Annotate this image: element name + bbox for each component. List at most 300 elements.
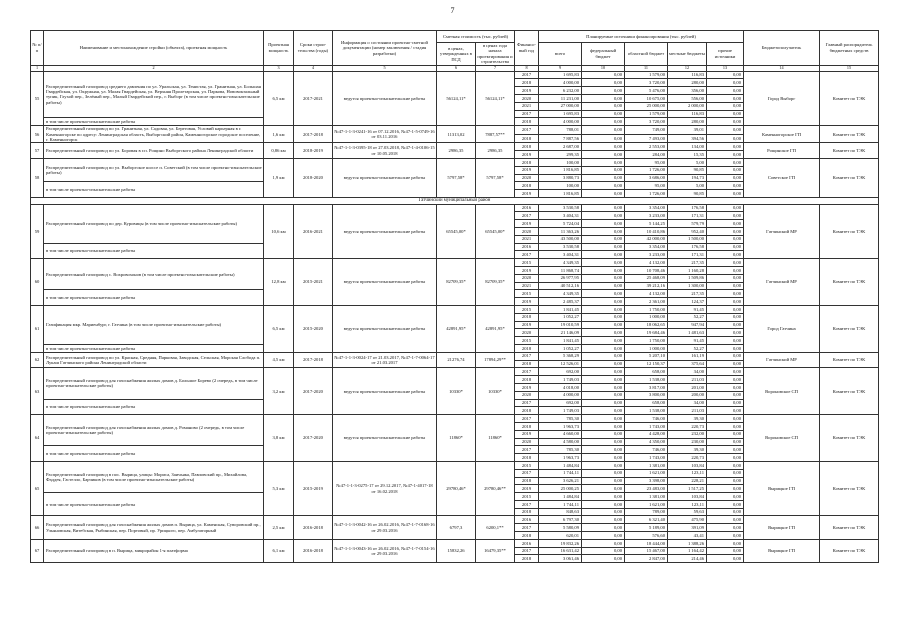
local-cell: 375,64 bbox=[668, 360, 707, 368]
total-cell: 5 724,04 bbox=[539, 220, 582, 228]
other-cell: 0,00 bbox=[707, 87, 744, 95]
regional-cell: 2 361,00 bbox=[625, 298, 668, 306]
federal-cell: 0,00 bbox=[582, 438, 625, 446]
local-cell: 5,00 bbox=[668, 158, 707, 166]
regional-cell: 3 720,00 bbox=[625, 79, 668, 87]
other-cell: 0,00 bbox=[707, 415, 744, 423]
table-row bbox=[31, 305, 879, 313]
table-row bbox=[31, 352, 879, 360]
cost-current-cell: 56124,11* bbox=[476, 71, 515, 126]
other-cell: 0,00 bbox=[707, 118, 744, 126]
local-cell: 280,00 bbox=[668, 118, 707, 126]
capacity-cell: 1,6 км bbox=[264, 126, 294, 143]
manager-cell: Комитет по ТЭК bbox=[820, 352, 879, 368]
cost-approved-cell: 29780,46* bbox=[437, 461, 476, 516]
total-cell: 26 977,95 bbox=[539, 274, 582, 282]
local-cell: 220,73 bbox=[668, 422, 707, 430]
local-cell: 1 160,28 bbox=[668, 266, 707, 274]
regional-cell: 3 233,00 bbox=[625, 251, 668, 259]
regional-cell: 2 847,00 bbox=[625, 555, 668, 563]
local-cell: 214,46 bbox=[668, 555, 707, 563]
federal-cell: 0,00 bbox=[582, 204, 625, 212]
executor-cell: Каменногорское ГП bbox=[744, 126, 820, 143]
year-cell: 2019 bbox=[515, 266, 539, 274]
federal-cell: 0,00 bbox=[582, 524, 625, 532]
total-cell: 2 485,37 bbox=[539, 298, 582, 306]
total-cell: 1 816,85 bbox=[539, 166, 582, 174]
year-cell: 2018 bbox=[515, 422, 539, 430]
total-cell: 1 963,73 bbox=[539, 454, 582, 462]
cost-approved-cell: 11313,02 bbox=[437, 126, 476, 143]
regional-cell: 1 579,00 bbox=[625, 71, 668, 79]
regional-cell: 1 381,00 bbox=[625, 493, 668, 501]
regional-cell: 658,00 bbox=[625, 368, 668, 376]
local-cell: 1 481,63 bbox=[668, 329, 707, 337]
local-cell: 356,00 bbox=[668, 87, 707, 95]
column-number: 12 bbox=[668, 65, 707, 71]
period-cell: 2015-2019 bbox=[294, 461, 333, 516]
year-cell: 2017 bbox=[515, 524, 539, 532]
executor-cell: Гатчинский МР bbox=[744, 352, 820, 368]
total-cell: 1 841,45 bbox=[539, 305, 582, 313]
local-cell: 116,83 bbox=[668, 110, 707, 118]
cost-approved-cell: 82709,35* bbox=[437, 259, 476, 306]
regional-cell: 1 621,00 bbox=[625, 500, 668, 508]
capacity-cell: 6,1 км bbox=[264, 539, 294, 562]
table-row bbox=[31, 143, 879, 151]
regional-cell: 7 493,00 bbox=[625, 134, 668, 143]
year-cell: 2015 bbox=[515, 290, 539, 298]
period-cell: 2016-2018 bbox=[294, 516, 333, 539]
column-number: 2 bbox=[44, 65, 264, 71]
local-cell: 15,35 bbox=[668, 151, 707, 159]
local-cell: 556,00 bbox=[668, 94, 707, 102]
other-cell: 0,00 bbox=[707, 313, 744, 321]
total-cell: 1 052,27 bbox=[539, 313, 582, 321]
other-cell: 0,00 bbox=[707, 391, 744, 399]
object-name: Газификация мкр. Мариенбург, г. Гатчина (в том числе проектно-изыскательские работы) bbox=[44, 305, 264, 344]
other-cell: 0,00 bbox=[707, 532, 744, 540]
local-cell: 34,00 bbox=[668, 399, 707, 407]
header-other: прочие источники bbox=[707, 43, 744, 66]
manager-cell: Комитет по ТЭК bbox=[820, 461, 879, 516]
federal-cell: 0,00 bbox=[582, 337, 625, 345]
cost-approved-cell: 10330* bbox=[437, 368, 476, 415]
other-cell: 0,00 bbox=[707, 266, 744, 274]
federal-cell: 0,00 bbox=[582, 274, 625, 282]
local-cell: 39,30 bbox=[668, 446, 707, 454]
year-cell: 2021 bbox=[515, 102, 539, 110]
federal-cell: 0,00 bbox=[582, 383, 625, 391]
object-name: Распределительный газопровод по ул. Боровая в г.п. Рощино Выборгского района Ленинградской области bbox=[44, 143, 264, 159]
header-funding-group: Планируемые источники финансирования (тыс. рублей) bbox=[539, 31, 744, 43]
local-cell: 475,90 bbox=[668, 516, 707, 524]
regional-cell: 3 800,00 bbox=[625, 391, 668, 399]
federal-cell: 0,00 bbox=[582, 516, 625, 524]
year-cell: 2021 bbox=[515, 235, 539, 243]
year-cell: 2018 bbox=[515, 477, 539, 485]
other-cell: 0,00 bbox=[707, 438, 744, 446]
year-cell: 2016 bbox=[515, 243, 539, 251]
regional-cell: 4 428,00 bbox=[625, 430, 668, 438]
other-cell: 0,00 bbox=[707, 134, 744, 143]
table-row bbox=[31, 461, 879, 469]
other-cell: 0,00 bbox=[707, 126, 744, 135]
federal-cell: 0,00 bbox=[582, 547, 625, 555]
other-cell: 0,00 bbox=[707, 228, 744, 236]
federal-cell: 0,00 bbox=[582, 500, 625, 508]
federal-cell: 0,00 bbox=[582, 539, 625, 547]
year-cell: 2017 bbox=[515, 469, 539, 477]
local-cell: 90,85 bbox=[668, 190, 707, 198]
regional-cell: 1 000,00 bbox=[625, 344, 668, 352]
year-cell: 2019 bbox=[515, 87, 539, 95]
regional-cell: 42 000,00 bbox=[625, 235, 668, 243]
regional-cell: 284,00 bbox=[625, 151, 668, 159]
regional-cell: 18 444,00 bbox=[625, 539, 668, 547]
other-cell: 0,00 bbox=[707, 151, 744, 159]
total-cell: 4 660,00 bbox=[539, 430, 582, 438]
year-cell: 2017 bbox=[515, 415, 539, 423]
header-name: Наименование и местонахождение стройки (объекта), проектная мощность bbox=[44, 31, 264, 66]
manager-cell: Комитет по ТЭК bbox=[820, 71, 879, 126]
federal-cell: 0,00 bbox=[582, 329, 625, 337]
local-cell: 176,58 bbox=[668, 204, 707, 212]
total-cell: 1 744,11 bbox=[539, 469, 582, 477]
regional-cell: 1 538,00 bbox=[625, 407, 668, 415]
regional-cell: 4 350,00 bbox=[625, 438, 668, 446]
total-cell: 1 484,84 bbox=[539, 461, 582, 469]
regional-cell: 1 381,00 bbox=[625, 461, 668, 469]
column-number: 9 bbox=[539, 65, 582, 71]
year-cell: 2018 bbox=[515, 508, 539, 516]
total-cell: 19 832,26 bbox=[539, 539, 582, 547]
local-cell: 228,21 bbox=[668, 477, 707, 485]
total-cell: 1 749,03 bbox=[539, 376, 582, 384]
other-cell: 0,00 bbox=[707, 407, 744, 415]
federal-cell: 0,00 bbox=[582, 110, 625, 118]
regional-cell: 1 000,00 bbox=[625, 313, 668, 321]
object-name: Распределительный газопровод для газоснабжения жилых домов д. Романово (2 очередь, в том числе проектно-изыскательские работы) bbox=[44, 415, 264, 446]
executor-cell: Гатчинский МР bbox=[744, 259, 820, 306]
capacity-cell: 3,2 км bbox=[264, 368, 294, 415]
subitem-label: в том числе проектно-изыскательские работы bbox=[44, 446, 264, 462]
total-cell: 16 631,42 bbox=[539, 547, 582, 555]
capacity-cell: 0,86 км bbox=[264, 143, 294, 159]
header-cost-current: в ценах года начала проектирования и строительства bbox=[477, 43, 513, 65]
table-row bbox=[31, 158, 879, 166]
header-cost-group: Сметная стоимость (тыс. рублей) bbox=[437, 31, 515, 43]
year-cell: 2018 bbox=[515, 407, 539, 415]
column-number: 11 bbox=[625, 65, 668, 71]
regional-cell: 10 708,46 bbox=[625, 266, 668, 274]
regional-cell: 4 132,00 bbox=[625, 290, 668, 298]
total-cell: 3 404,31 bbox=[539, 212, 582, 220]
local-cell: 34,00 bbox=[668, 368, 707, 376]
local-cell: 194,73 bbox=[668, 174, 707, 182]
year-cell: 2018 bbox=[515, 454, 539, 462]
local-cell: 103,84 bbox=[668, 461, 707, 469]
docs-cell: №47-1-1-3-0241-16 от 07.12.2016, №47-1-5-0749-16 от 03.11.2016 bbox=[333, 126, 437, 143]
header-federal: федеральный бюджет bbox=[582, 43, 625, 66]
year-cell: 2018 bbox=[515, 376, 539, 384]
regional-cell: 658,00 bbox=[625, 399, 668, 407]
docs-cell: ведутся проектно-изыскательские работы bbox=[333, 71, 437, 126]
cost-approved-cell: 21276,74 bbox=[437, 352, 476, 368]
regional-cell: 5 144,25 bbox=[625, 220, 668, 228]
local-cell: 200,00 bbox=[668, 391, 707, 399]
manager-cell: Комитет по ТЭК bbox=[820, 368, 879, 415]
total-cell: 3 530,58 bbox=[539, 243, 582, 251]
total-cell: 692,00 bbox=[539, 368, 582, 376]
other-cell: 0,00 bbox=[707, 344, 744, 352]
total-cell: 3 404,31 bbox=[539, 251, 582, 259]
manager-cell: Комитет по ТЭК bbox=[820, 143, 879, 159]
year-cell: 2017 bbox=[515, 368, 539, 376]
local-cell: 201,00 bbox=[668, 383, 707, 391]
other-cell: 0,00 bbox=[707, 454, 744, 462]
local-cell: 123,11 bbox=[668, 500, 707, 508]
other-cell: 0,00 bbox=[707, 430, 744, 438]
year-cell: 2017 bbox=[515, 399, 539, 407]
capacity-cell: 6,5 км bbox=[264, 71, 294, 126]
federal-cell: 0,00 bbox=[582, 493, 625, 501]
federal-cell: 0,00 bbox=[582, 461, 625, 469]
executor-cell: Вырицкое ГП bbox=[744, 516, 820, 539]
cost-current-cell: 6200,1** bbox=[476, 516, 515, 539]
cost-current-cell: 29780,46** bbox=[476, 461, 515, 516]
cost-current-cell: 11860* bbox=[476, 415, 515, 462]
object-name: Распределительный газопровод в п. Вырица, микрорайон 1-я платформа bbox=[44, 539, 264, 562]
total-cell: 848,63 bbox=[539, 508, 582, 516]
local-cell: 2 000,00 bbox=[668, 102, 707, 110]
row-number: 60 bbox=[31, 259, 44, 306]
object-name: Распределительный газопровод для газоснабжения жилых домов п. Вырица, ул. Каменская, Суворовский пр., Ульяновская, Витебская, Рыбинская, пер. Портовый, пр. Урицкого, пер. Амбулаторный bbox=[44, 516, 264, 539]
local-cell: 394,56 bbox=[668, 134, 707, 143]
total-cell: 4 580,00 bbox=[539, 438, 582, 446]
period-cell: 2017-2020 bbox=[294, 368, 333, 415]
total-cell: 7 887,56 bbox=[539, 134, 582, 143]
column-number: 6 bbox=[437, 65, 476, 71]
local-cell: 280,00 bbox=[668, 79, 707, 87]
regional-cell: 15 467,00 bbox=[625, 547, 668, 555]
other-cell: 0,00 bbox=[707, 376, 744, 384]
row-number: 66 bbox=[31, 516, 44, 539]
regional-cell: 19 684,46 bbox=[625, 329, 668, 337]
docs-cell: ведутся проектно-изыскательские работы bbox=[333, 204, 437, 259]
capacity-cell: 4,5 км bbox=[264, 352, 294, 368]
object-name: Распределительный газопровод среднего давления по ул. Уральская, ул. Тенистая, ул. Гранитная, ул. Большая Гвардейская, ул. Окружная, ул. Малая Гвардейская, ул. Верхняя Пролетарская, ул. Паркова, Нововокзальный тупик, Глухой пер., Зелёный пер., Малый Гвардейский пер., г. Выборг (в том числе проектно-изыскательские работы) bbox=[44, 71, 264, 118]
regional-cell: 1 750,00 bbox=[625, 337, 668, 345]
local-cell: 91,45 bbox=[668, 305, 707, 313]
other-cell: 0,00 bbox=[707, 158, 744, 166]
year-cell: 2017 bbox=[515, 251, 539, 259]
object-name: Распределительный газопровод по ул. Красная, Средняя, Парковая, Заводская, Сельская, Морская Слобода п. Лукаш Гатчинского района Ленинградской области bbox=[44, 352, 264, 368]
docs-cell: ведутся проектно-изыскательские работы bbox=[333, 259, 437, 306]
other-cell: 0,00 bbox=[707, 461, 744, 469]
other-cell: 0,00 bbox=[707, 102, 744, 110]
local-cell: 39,01 bbox=[668, 126, 707, 135]
federal-cell: 0,00 bbox=[582, 282, 625, 290]
capacity-cell: 1,9 км bbox=[264, 158, 294, 197]
cost-approved-cell: 42891,95* bbox=[437, 305, 476, 352]
page-number: 7 bbox=[450, 6, 455, 15]
header-cost-approved: в ценах, утвержденных в ПСД bbox=[437, 43, 476, 66]
total-cell: 785,30 bbox=[539, 446, 582, 454]
column-number: 13 bbox=[707, 65, 744, 71]
year-cell: 2019 bbox=[515, 430, 539, 438]
total-cell: 1 744,11 bbox=[539, 500, 582, 508]
row-number: 58 bbox=[31, 158, 44, 197]
docs-cell: ведутся проектно-изыскательские работы bbox=[333, 158, 437, 197]
local-cell: 171,31 bbox=[668, 251, 707, 259]
subitem-label: в том числе проектно-изыскательские работы bbox=[44, 182, 264, 198]
regional-cell: 10 675,00 bbox=[625, 94, 668, 102]
federal-cell: 0,00 bbox=[582, 235, 625, 243]
subitem-label: в том числе проектно-изыскательские работы bbox=[44, 344, 264, 352]
year-cell: 2018 bbox=[515, 134, 539, 143]
other-cell: 0,00 bbox=[707, 143, 744, 151]
total-cell: 692,00 bbox=[539, 399, 582, 407]
local-cell: 391,09 bbox=[668, 524, 707, 532]
federal-cell: 0,00 bbox=[582, 118, 625, 126]
federal-cell: 0,00 bbox=[582, 532, 625, 540]
regional-cell: 39 212,16 bbox=[625, 282, 668, 290]
local-cell: 39,30 bbox=[668, 415, 707, 423]
total-cell: 4 000,00 bbox=[539, 118, 582, 126]
period-cell: 2016-2018 bbox=[294, 539, 333, 562]
local-cell: 103,84 bbox=[668, 493, 707, 501]
subitem-label: в том числе проектно-изыскательские работы bbox=[44, 243, 264, 259]
period-cell: 2016-2021 bbox=[294, 204, 333, 259]
regional-cell: 18 062,65 bbox=[625, 321, 668, 329]
federal-cell: 0,00 bbox=[582, 87, 625, 95]
executor-cell: Гатчинский МР bbox=[744, 204, 820, 259]
other-cell: 0,00 bbox=[707, 446, 744, 454]
federal-cell: 0,00 bbox=[582, 407, 625, 415]
total-cell: 3 626,21 bbox=[539, 477, 582, 485]
federal-cell: 0,00 bbox=[582, 182, 625, 190]
regional-cell: 5 207,10 bbox=[625, 352, 668, 360]
manager-cell: Комитет по ТЭК bbox=[820, 259, 879, 306]
total-cell: 4 000,00 bbox=[539, 79, 582, 87]
total-cell: 299,35 bbox=[539, 151, 582, 159]
year-cell: 2019 bbox=[515, 298, 539, 306]
row-number: 56 bbox=[31, 126, 44, 143]
year-cell: 2015 bbox=[515, 493, 539, 501]
year-cell: 2020 bbox=[515, 174, 539, 182]
docs-cell: ведутся проектно-изыскательские работы bbox=[333, 368, 437, 415]
regional-cell: 23 483,00 bbox=[625, 485, 668, 493]
regional-cell: 5 189,00 bbox=[625, 524, 668, 532]
other-cell: 0,00 bbox=[707, 182, 744, 190]
manager-cell: Комитет по ТЭК bbox=[820, 126, 879, 143]
local-cell: 5,00 bbox=[668, 182, 707, 190]
other-cell: 0,00 bbox=[707, 360, 744, 368]
year-cell: 2018 bbox=[515, 143, 539, 151]
year-cell: 2015 bbox=[515, 337, 539, 345]
other-cell: 0,00 bbox=[707, 539, 744, 547]
other-cell: 0,00 bbox=[707, 190, 744, 198]
federal-cell: 0,00 bbox=[582, 259, 625, 267]
docs-cell: №47-1-1-3-0024-17 от 21.03.2017, №47-1-7-0064-17 от 21.03.2017 bbox=[333, 352, 437, 368]
year-cell: 2018 bbox=[515, 555, 539, 563]
regional-cell: 789,00 bbox=[625, 508, 668, 516]
year-cell: 2019 bbox=[515, 321, 539, 329]
federal-cell: 0,00 bbox=[582, 508, 625, 516]
total-cell: 6 797,30 bbox=[539, 516, 582, 524]
cost-current-cell: 17894,29** bbox=[476, 352, 515, 368]
year-cell: 2016 bbox=[515, 204, 539, 212]
federal-cell: 0,00 bbox=[582, 360, 625, 368]
table-row bbox=[31, 516, 879, 524]
federal-cell: 0,00 bbox=[582, 305, 625, 313]
executor-cell: Город Гатчина bbox=[744, 305, 820, 352]
cost-approved-cell: 6797,3 bbox=[437, 516, 476, 539]
federal-cell: 0,00 bbox=[582, 469, 625, 477]
column-number: 14 bbox=[744, 65, 820, 71]
local-cell: 947,94 bbox=[668, 321, 707, 329]
regional-cell: 3 233,00 bbox=[625, 212, 668, 220]
federal-cell: 0,00 bbox=[582, 266, 625, 274]
federal-cell: 0,00 bbox=[582, 344, 625, 352]
total-cell: 11 868,74 bbox=[539, 266, 582, 274]
docs-cell: №47-1-1-3-0275-17 от 29.12.2017, №47-1-4017-18 от 16.02.2018 bbox=[333, 461, 437, 516]
total-cell: 1 816,85 bbox=[539, 190, 582, 198]
year-cell: 2018 bbox=[515, 118, 539, 126]
year-cell: 2018 bbox=[515, 344, 539, 352]
other-cell: 0,00 bbox=[707, 337, 744, 345]
investment-table bbox=[30, 30, 879, 563]
other-cell: 0,00 bbox=[707, 383, 744, 391]
total-cell: 12 526,01 bbox=[539, 360, 582, 368]
total-cell: 1 695,83 bbox=[539, 71, 582, 79]
federal-cell: 0,00 bbox=[582, 79, 625, 87]
other-cell: 0,00 bbox=[707, 555, 744, 563]
executor-cell: Вороновское СП bbox=[744, 368, 820, 415]
total-cell: 1 484,84 bbox=[539, 493, 582, 501]
total-cell: 19 010,59 bbox=[539, 321, 582, 329]
other-cell: 0,00 bbox=[707, 204, 744, 212]
total-cell: 4 349,35 bbox=[539, 259, 582, 267]
total-cell: 5 580,09 bbox=[539, 524, 582, 532]
other-cell: 0,00 bbox=[707, 547, 744, 555]
year-cell: 2020 bbox=[515, 228, 539, 236]
subitem-label: в том числе проектно-изыскательские работы bbox=[44, 399, 264, 415]
total-cell: 4 000,00 bbox=[539, 391, 582, 399]
regional-cell: 3 720,00 bbox=[625, 118, 668, 126]
federal-cell: 0,00 bbox=[582, 290, 625, 298]
other-cell: 0,00 bbox=[707, 352, 744, 360]
other-cell: 0,00 bbox=[707, 399, 744, 407]
total-cell: 21 146,09 bbox=[539, 329, 582, 337]
total-cell: 1 749,03 bbox=[539, 407, 582, 415]
capacity-cell: 10,6 км bbox=[264, 204, 294, 259]
federal-cell: 0,00 bbox=[582, 352, 625, 360]
local-cell: 90,85 bbox=[668, 166, 707, 174]
regional-cell: 4 132,00 bbox=[625, 259, 668, 267]
local-cell: 176,58 bbox=[668, 243, 707, 251]
regional-cell: 3 686,00 bbox=[625, 174, 668, 182]
local-cell: 124,37 bbox=[668, 298, 707, 306]
period-cell: 2018-2020 bbox=[294, 158, 333, 197]
regional-cell: 1 621,00 bbox=[625, 469, 668, 477]
year-cell: 2019 bbox=[515, 151, 539, 159]
column-number: 3 bbox=[264, 65, 294, 71]
federal-cell: 0,00 bbox=[582, 243, 625, 251]
federal-cell: 0,00 bbox=[582, 321, 625, 329]
table-body bbox=[31, 71, 879, 563]
